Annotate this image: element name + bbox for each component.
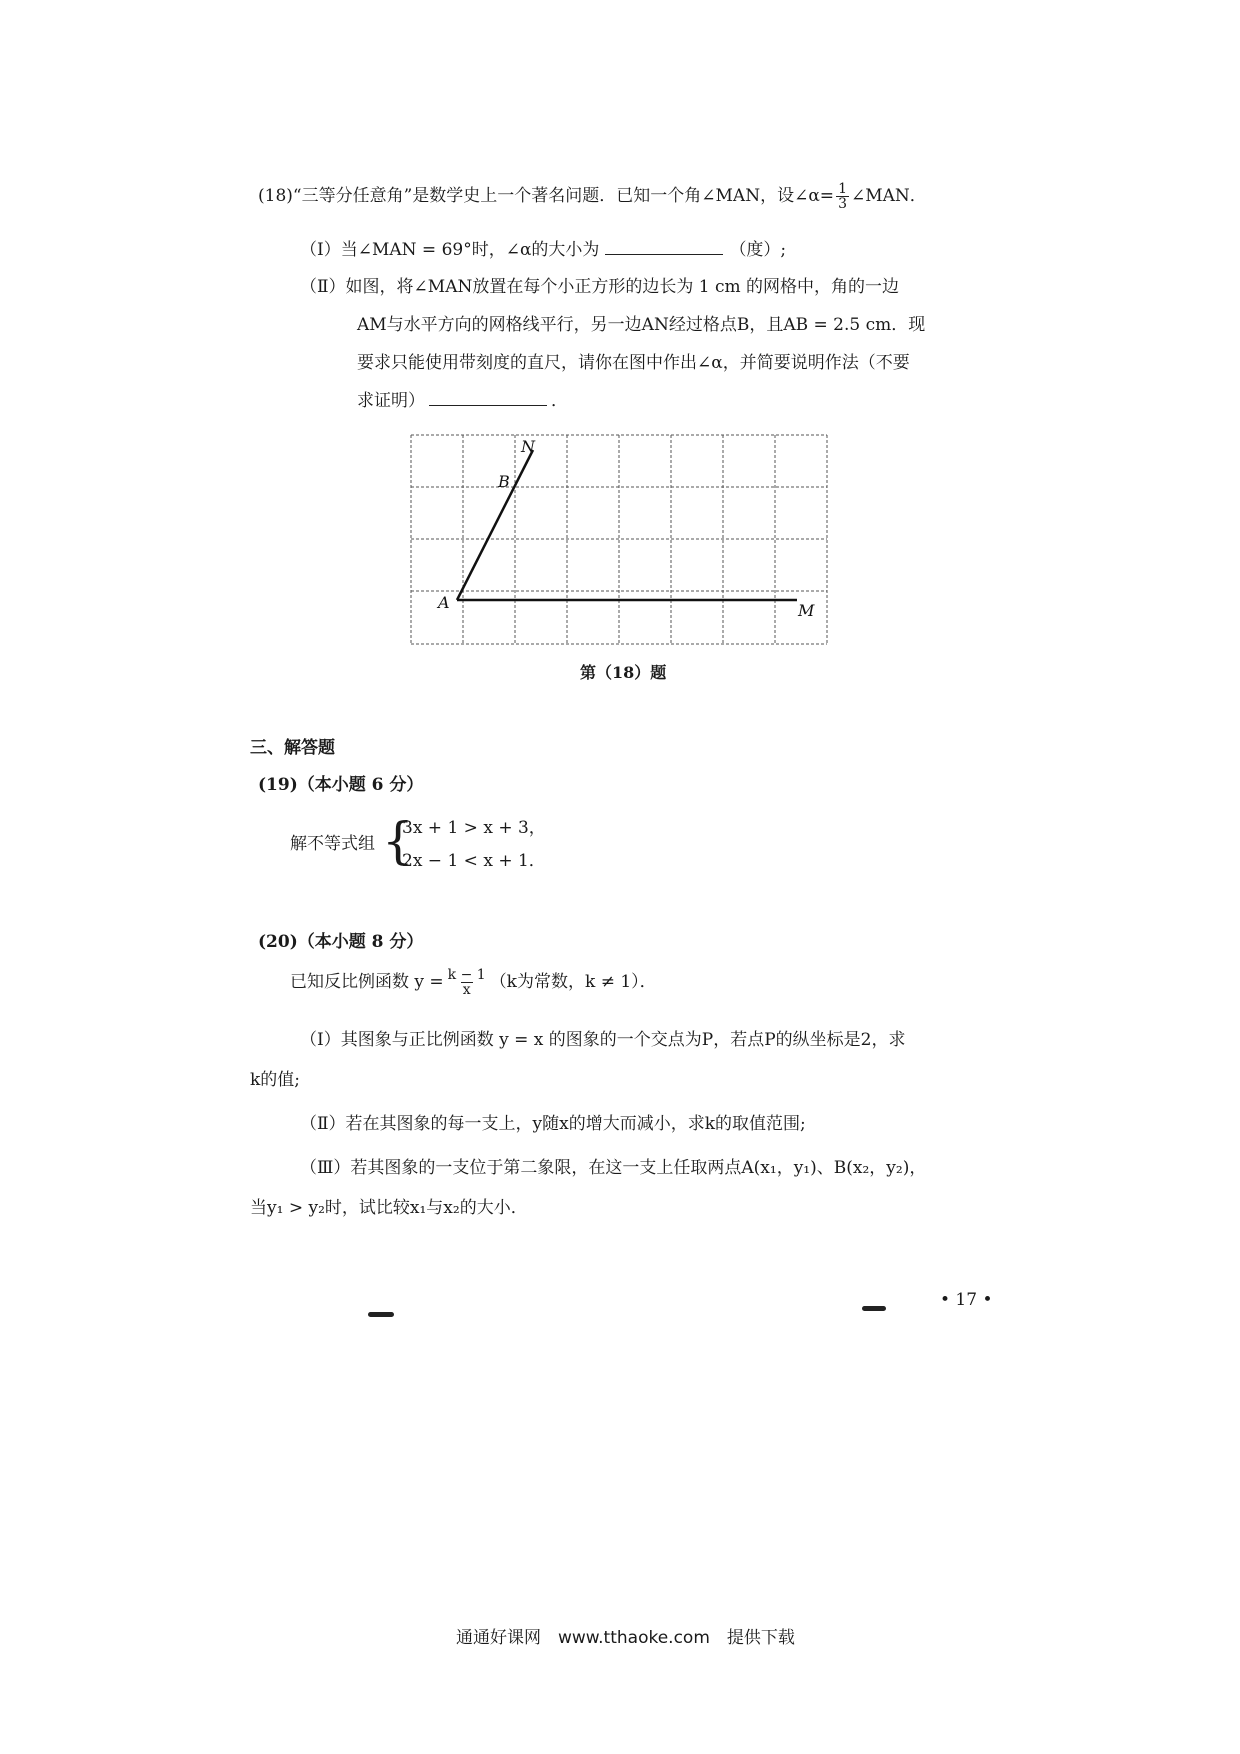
q20-fraction (446, 968, 488, 997)
q20-intro-suffix: （k为常数，k ≠ 1）． (489, 972, 657, 992)
scan-mark-left (368, 1312, 394, 1317)
grid (411, 435, 827, 644)
q18-part2-answer-blank[interactable] (429, 403, 547, 406)
q19-brace: { (382, 812, 414, 870)
q19-header: (19)（本小题 6 分） (258, 775, 424, 795)
label-b: B (498, 472, 510, 491)
section3-title: 三、解答题 (250, 738, 335, 758)
q20-part3-line1: （Ⅲ）若其图象的一支位于第二象限，在这一支上任取两点A(x₁，y₁)、B(x₂，y₂)， (300, 1158, 927, 1178)
q18-fraction (836, 182, 849, 211)
q18-header-end: ∠MAN． (850, 186, 927, 206)
q20-frac-den: x (462, 982, 471, 998)
q19-ineq2: 2x − 1 < x + 1． (402, 851, 546, 871)
q20-part1-line2: k的值; (250, 1070, 301, 1090)
q18-header-text: (18)“三等分任意角”是数学史上一个著名问题．已知一个角∠MAN，设∠α= (258, 186, 835, 206)
q18-figure (405, 432, 835, 652)
scan-mark-right (862, 1306, 886, 1311)
q18-figure-caption: 第（18）题 (580, 663, 667, 682)
label-n: N (521, 437, 535, 456)
footer-credit: 通通好课网 www.tthaoke.com 提供下载 (456, 1628, 795, 1648)
q18-part1-prefix: （Ⅰ）当∠MAN = 69°时，∠α的大小为 (300, 240, 600, 260)
q20-intro (290, 968, 657, 997)
ray-an (457, 450, 533, 600)
label-a: A (438, 593, 450, 612)
q19-ineq1: 3x + 1 > x + 3， (402, 818, 546, 838)
q20-frac-num: k − 1 (447, 967, 486, 983)
q18-part2-line2: AM与水平方向的网格线平行，另一边AN经过格点B，且AB = 2.5 cm．现 (357, 315, 926, 335)
q20-part3-line2: 当y₁ > y₂时，试比较x₁与x₂的大小． (250, 1198, 528, 1218)
q18-part1-suffix: （度）; (729, 240, 787, 260)
q20-part1-line1: （Ⅰ）其图象与正比例函数 y = x 的图象的一个交点为P，若点P的纵坐标是2，求 (300, 1030, 906, 1050)
q18-part2-line4-text: 求证明） (357, 391, 425, 411)
q20-intro-prefix: 已知反比例函数 y = (290, 972, 444, 992)
q18-header (258, 182, 927, 211)
label-m: M (798, 601, 815, 620)
q18-part2-line4-end: ． (551, 391, 568, 411)
q18-part1 (300, 240, 786, 260)
page-number: • 17 • (940, 1290, 993, 1310)
q18-part2-line1: （Ⅱ）如图，将∠MAN放置在每个小正方形的边长为 1 cm 的网格中，角的一边 (300, 277, 900, 297)
q20-part2: （Ⅱ）若在其图象的每一支上，y随x的增大而减小，求k的取值范围; (300, 1114, 806, 1134)
q18-part1-answer-blank[interactable] (605, 252, 723, 255)
q18-part2-line3: 要求只能使用带刻度的直尺，请你在图中作出∠α，并简要说明作法（不要 (357, 353, 910, 373)
q18-frac-den: 3 (838, 196, 847, 212)
q20-header: (20)（本小题 8 分） (258, 932, 424, 952)
q19-prompt: 解不等式组 (290, 834, 375, 854)
q18-part2-line4 (357, 391, 568, 411)
q18-frac-num: 1 (838, 181, 847, 197)
